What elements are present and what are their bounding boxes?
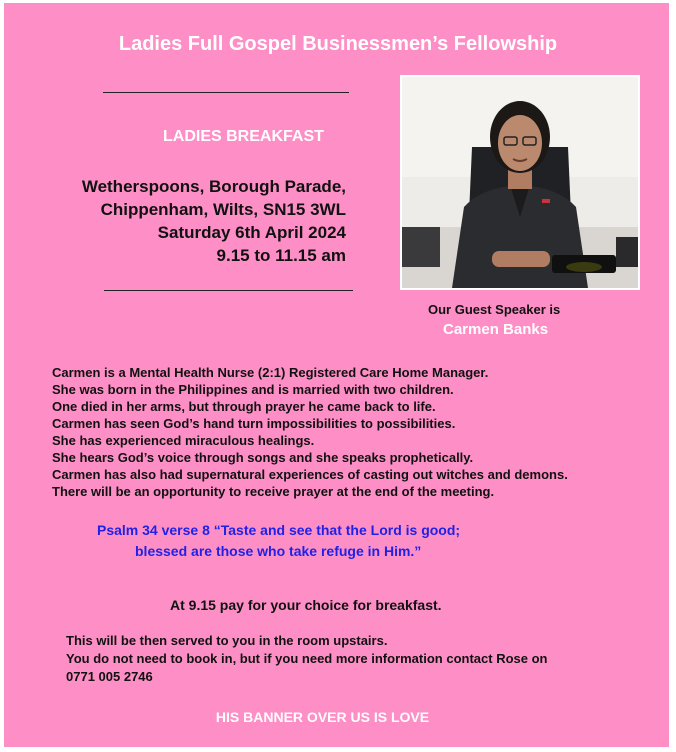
scripture-line-1: Psalm 34 verse 8 “Taste and see that the Lord is good; (97, 522, 461, 538)
event-type: LADIES BREAKFAST (163, 128, 324, 145)
event-time: 9.15 to 11.15 am (216, 246, 346, 265)
speaker-bio (52, 364, 568, 500)
speaker-label: Our Guest Speaker is (428, 302, 561, 317)
bio-line: Carmen has also had supernatural experiences of casting out witches and demons. (52, 467, 568, 482)
info-line: You do not need to book in, but if you need more information contact Rose on (66, 651, 548, 666)
bio-line: Carmen is a Mental Health Nurse (2:1) Registered Care Home Manager. (52, 365, 489, 380)
event-date: Saturday 6th April 2024 (157, 223, 346, 242)
venue-line-1: Wetherspoons, Borough Parade, (81, 177, 346, 196)
bio-line: One died in her arms, but through prayer he came back to life. (52, 399, 436, 414)
speaker-photo (400, 75, 640, 290)
payment-note: At 9.15 pay for your choice for breakfast. (170, 597, 442, 613)
bio-line: She was born in the Philippines and is married with two children. (52, 382, 454, 397)
info-block (66, 632, 547, 686)
scripture-line-2: blessed are those who take refuge in Him.” (135, 543, 422, 559)
page-title: Ladies Full Gospel Businessmen’s Fellowship (118, 33, 558, 55)
bio-line: She hears God’s voice through songs and she speaks prophetically. (52, 450, 474, 465)
info-line: This will be then served to you in the room upstairs. (66, 633, 388, 648)
footer-banner: HIS BANNER OVER US IS LOVE (215, 709, 430, 725)
divider-top (103, 92, 349, 93)
bio-line: She has experienced miraculous healings. (52, 433, 315, 448)
bio-line: There will be an opportunity to receive prayer at the end of the meeting. (52, 484, 495, 499)
bio-line: Carmen has seen God’s hand turn impossibilities to possibilities. (52, 416, 456, 431)
divider-bottom (104, 290, 353, 291)
contact-phone: 0771 005 2746 (66, 669, 153, 684)
event-details (82, 175, 346, 267)
venue-line-2: Chippenham, Wilts, SN15 3WL (100, 200, 346, 219)
speaker-name: Carmen Banks (443, 321, 549, 338)
speaker-portrait-illustration (402, 77, 638, 288)
